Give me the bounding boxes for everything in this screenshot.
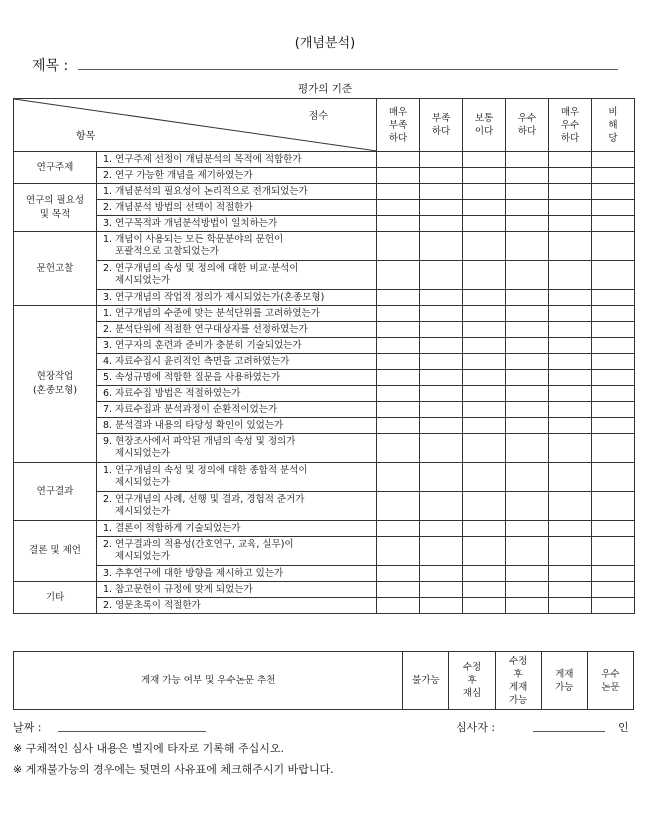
rating-cell[interactable] xyxy=(549,290,592,306)
text-line: 수정 xyxy=(508,655,528,667)
text-line: 문헌고찰 xyxy=(36,262,74,274)
score-heading: 점수 xyxy=(308,111,328,122)
rating-cell[interactable] xyxy=(463,322,506,338)
rating-header xyxy=(592,99,635,152)
criterion-cell xyxy=(97,168,377,184)
text-line: 2. 영문초록이 적절한가 xyxy=(103,599,201,611)
rating-cell[interactable] xyxy=(420,492,463,521)
category-cell xyxy=(14,582,97,614)
recommendation-option[interactable] xyxy=(495,652,541,710)
rating-cell[interactable] xyxy=(463,492,506,521)
rating-cell[interactable] xyxy=(549,354,592,370)
table-row xyxy=(14,492,635,521)
rating-cell[interactable] xyxy=(420,434,463,463)
rating-cell[interactable] xyxy=(420,521,463,537)
text-line: 2. 분석단위에 적절한 연구대상자를 선정하였는가 xyxy=(103,323,308,335)
rating-cell[interactable] xyxy=(592,354,635,370)
category-cell xyxy=(14,463,97,521)
rating-cell[interactable] xyxy=(420,386,463,402)
rating-cell[interactable] xyxy=(506,566,549,582)
rating-cell[interactable] xyxy=(549,463,592,492)
table-row xyxy=(14,418,635,434)
rating-cell[interactable] xyxy=(506,492,549,521)
rating-cell[interactable] xyxy=(377,216,420,232)
rating-header xyxy=(506,99,549,152)
criterion-cell xyxy=(97,434,377,463)
rating-cell[interactable] xyxy=(549,492,592,521)
rating-cell[interactable] xyxy=(506,200,549,216)
text-line: 우수 xyxy=(601,668,620,680)
rating-cell[interactable] xyxy=(377,463,420,492)
rating-cell[interactable] xyxy=(549,370,592,386)
criterion-cell xyxy=(97,418,377,434)
rating-cell[interactable] xyxy=(592,261,635,290)
rating-cell[interactable] xyxy=(463,370,506,386)
seal-label: 인 xyxy=(618,721,629,734)
rating-cell[interactable] xyxy=(420,582,463,598)
rating-cell[interactable] xyxy=(377,434,420,463)
criterion-cell xyxy=(97,521,377,537)
rating-cell[interactable] xyxy=(506,168,549,184)
rating-cell[interactable] xyxy=(463,521,506,537)
text-line: 5. 속성규명에 적합한 질문을 사용하였는가 xyxy=(103,371,281,383)
table-row xyxy=(14,232,635,261)
rating-cell[interactable] xyxy=(549,200,592,216)
recommendation-label: 게재 가능 여부 및 우수논문 추천 xyxy=(14,652,403,710)
rating-cell[interactable] xyxy=(377,168,420,184)
rating-cell[interactable] xyxy=(420,338,463,354)
rating-cell[interactable] xyxy=(420,354,463,370)
rating-cell[interactable] xyxy=(377,200,420,216)
criterion-cell xyxy=(97,566,377,582)
rating-cell[interactable] xyxy=(377,418,420,434)
text-line: 3. 연구자의 훈련과 준비가 충분히 기술되었는가 xyxy=(103,339,302,351)
text-line: 하다 xyxy=(517,126,537,137)
text-line: 및 목적 xyxy=(39,208,71,220)
rating-cell[interactable] xyxy=(377,566,420,582)
text-line: 현장작업 xyxy=(36,371,74,382)
text-line: 제시되었는가 xyxy=(115,506,171,517)
text-line: 3. 연구목적과 개념분석방법이 일치하는가 xyxy=(103,217,278,229)
text-line: 결론 및 제언 xyxy=(29,545,81,556)
text-line: 1. 참고문헌이 규정에 맞게 되었는가 xyxy=(103,583,253,595)
rating-cell[interactable] xyxy=(549,261,592,290)
rating-cell[interactable] xyxy=(592,521,635,537)
rating-header xyxy=(377,99,420,152)
rating-cell[interactable] xyxy=(420,152,463,168)
table-row xyxy=(14,582,635,598)
rating-cell[interactable] xyxy=(463,200,506,216)
rating-cell[interactable] xyxy=(463,582,506,598)
rating-cell[interactable] xyxy=(549,418,592,434)
diagonal-line xyxy=(14,99,376,151)
text-line: 부족 xyxy=(431,113,451,124)
rating-cell[interactable] xyxy=(420,370,463,386)
recommendation-row xyxy=(14,652,634,710)
criterion-cell xyxy=(97,184,377,200)
subject-input-line[interactable] xyxy=(78,69,618,70)
rating-cell[interactable] xyxy=(377,537,420,566)
criterion-cell xyxy=(97,152,377,168)
rating-cell[interactable] xyxy=(506,306,549,322)
rating-cell[interactable] xyxy=(377,184,420,200)
date-label: 날짜 : xyxy=(13,721,42,734)
text-line: 수정 xyxy=(462,662,482,673)
text-line: 1. 개념분석의 필요성이 논리적으로 전개되었는가 xyxy=(103,185,308,197)
rating-cell[interactable] xyxy=(463,566,506,582)
rating-cell[interactable] xyxy=(506,184,549,200)
text-line: 2. 연구개념의 사례, 선행 및 결과, 경험적 준거가 xyxy=(103,494,305,505)
rating-cell[interactable] xyxy=(506,232,549,261)
rating-cell[interactable] xyxy=(463,184,506,200)
text-line: 이다 xyxy=(474,126,494,137)
table-row xyxy=(14,598,635,614)
rating-cell[interactable] xyxy=(377,322,420,338)
rating-cell[interactable] xyxy=(592,598,635,614)
rating-cell[interactable] xyxy=(592,566,635,582)
recommendation-option[interactable] xyxy=(541,652,587,710)
text-line: 게재 xyxy=(508,681,528,693)
recommendation-table xyxy=(13,651,634,710)
rating-cell[interactable] xyxy=(506,434,549,463)
rating-cell[interactable] xyxy=(506,216,549,232)
rating-cell[interactable] xyxy=(592,537,635,566)
rating-cell[interactable] xyxy=(549,306,592,322)
header-diagonal xyxy=(14,99,376,151)
rating-cell[interactable] xyxy=(549,582,592,598)
text-line: 해 xyxy=(608,119,618,131)
rating-cell[interactable] xyxy=(420,184,463,200)
text-line: 2. 개념분석 방법의 선택이 적절한가 xyxy=(103,201,253,213)
table-row xyxy=(14,566,635,582)
text-line: 매우 xyxy=(388,106,408,118)
rating-cell[interactable] xyxy=(506,582,549,598)
text-line: 4. 자료수집시 윤리적인 측면을 고려하였는가 xyxy=(103,355,290,367)
rating-cell[interactable] xyxy=(549,434,592,463)
rating-cell[interactable] xyxy=(592,582,635,598)
criterion-cell xyxy=(97,370,377,386)
rating-cell[interactable] xyxy=(463,232,506,261)
rating-cell[interactable] xyxy=(592,216,635,232)
text-line: 기타 xyxy=(45,591,65,603)
rating-cell[interactable] xyxy=(377,290,420,306)
category-cell xyxy=(14,184,97,232)
table-row xyxy=(14,463,635,492)
rating-cell[interactable] xyxy=(549,168,592,184)
rating-header xyxy=(549,99,592,152)
rating-cell[interactable] xyxy=(549,598,592,614)
rating-cell[interactable] xyxy=(592,418,635,434)
rating-cell[interactable] xyxy=(377,152,420,168)
rating-cell[interactable] xyxy=(420,216,463,232)
criterion-cell xyxy=(97,463,377,492)
rating-cell[interactable] xyxy=(506,386,549,402)
text-line: 우수 xyxy=(560,119,580,131)
table-row xyxy=(14,370,635,386)
rating-cell[interactable] xyxy=(592,306,635,322)
table-row xyxy=(14,200,635,216)
text-line: 가능 xyxy=(555,681,574,693)
text-line: 하다 xyxy=(560,132,580,144)
rating-cell[interactable] xyxy=(506,537,549,566)
rating-cell[interactable] xyxy=(420,463,463,492)
rating-cell[interactable] xyxy=(420,418,463,434)
rating-cell[interactable] xyxy=(463,306,506,322)
rating-cell[interactable] xyxy=(506,261,549,290)
text-line: 9. 현장조사에서 파악된 개념의 속성 및 정의가 xyxy=(103,436,296,447)
text-line: 보통 xyxy=(474,113,494,124)
rating-cell[interactable] xyxy=(549,566,592,582)
rating-cell[interactable] xyxy=(506,418,549,434)
text-line: 연구주제 xyxy=(36,161,74,173)
subject-label: 제목 : xyxy=(32,58,69,74)
item-heading: 항목 xyxy=(76,131,96,142)
text-line: 1. 연구개념의 속성 및 정의에 대한 종합적 분석이 xyxy=(103,465,308,476)
rating-cell[interactable] xyxy=(420,402,463,418)
rating-cell[interactable] xyxy=(463,338,506,354)
rating-cell[interactable] xyxy=(463,434,506,463)
rating-cell[interactable] xyxy=(549,537,592,566)
text-line: 2. 연구결과의 적용성(간호연구, 교육, 실무)이 xyxy=(103,539,294,550)
criterion-cell xyxy=(97,402,377,418)
rating-cell[interactable] xyxy=(549,152,592,168)
recommendation-option[interactable] xyxy=(587,652,633,710)
rating-cell[interactable] xyxy=(420,322,463,338)
rating-cell[interactable] xyxy=(506,354,549,370)
text-line: 제시되었는가 xyxy=(115,551,171,562)
header-diagonal-cell xyxy=(14,99,377,152)
rating-cell[interactable] xyxy=(549,322,592,338)
rating-cell[interactable] xyxy=(377,598,420,614)
rating-cell[interactable] xyxy=(463,261,506,290)
rating-cell[interactable] xyxy=(506,370,549,386)
criterion-cell xyxy=(97,598,377,614)
text-line: 제시되었는가 xyxy=(115,448,171,459)
criterion-cell xyxy=(97,338,377,354)
rating-cell[interactable] xyxy=(377,338,420,354)
rating-cell[interactable] xyxy=(463,354,506,370)
text-line: 1. 개념이 사용되는 모든 학문분야의 문헌이 xyxy=(103,234,284,245)
rating-cell[interactable] xyxy=(592,168,635,184)
rating-cell[interactable] xyxy=(549,184,592,200)
rating-cell[interactable] xyxy=(506,338,549,354)
reviewer-input-line[interactable] xyxy=(533,731,605,732)
text-line: 하다 xyxy=(431,126,451,137)
text-line: (혼종모형) xyxy=(32,385,78,396)
rating-cell[interactable] xyxy=(549,402,592,418)
text-line: 연구의 필요성 xyxy=(25,194,85,206)
text-line: 비 xyxy=(608,106,618,118)
rating-cell[interactable] xyxy=(592,492,635,521)
rating-cell[interactable] xyxy=(506,402,549,418)
criterion-cell xyxy=(97,306,377,322)
criterion-cell xyxy=(97,261,377,290)
text-line: 부족 xyxy=(388,119,408,131)
criterion-cell xyxy=(97,216,377,232)
text-line: 제시되었는가 xyxy=(115,477,171,488)
criterion-cell xyxy=(97,322,377,338)
document-title: (개념분석) xyxy=(294,36,356,51)
rating-cell[interactable] xyxy=(463,537,506,566)
text-line: 게재 xyxy=(555,668,574,680)
table-row xyxy=(14,152,635,168)
rating-cell[interactable] xyxy=(377,354,420,370)
rating-cell[interactable] xyxy=(420,168,463,184)
rating-cell[interactable] xyxy=(463,216,506,232)
text-line: 논문 xyxy=(601,681,620,693)
evaluation-table xyxy=(13,98,635,614)
rating-cell[interactable] xyxy=(463,152,506,168)
rating-cell[interactable] xyxy=(592,152,635,168)
note-2: ※ 게재불가능의 경우에는 뒷면의 사유표에 체크해주시기 바랍니다. xyxy=(13,763,334,776)
rating-cell[interactable] xyxy=(506,290,549,306)
text-line: 연구결과 xyxy=(36,485,74,497)
rating-cell[interactable] xyxy=(549,232,592,261)
text-line: 7. 자료수집과 분석과정이 순환적이었는가 xyxy=(103,403,278,415)
table-row xyxy=(14,434,635,463)
rating-cell[interactable] xyxy=(377,402,420,418)
rating-cell[interactable] xyxy=(463,463,506,492)
table-row xyxy=(14,537,635,566)
rating-cell[interactable] xyxy=(377,232,420,261)
rating-cell[interactable] xyxy=(420,261,463,290)
rating-cell[interactable] xyxy=(549,338,592,354)
note-1: ※ 구체적인 심사 내용은 별지에 타자로 기록해 주십시오. xyxy=(13,742,284,755)
rating-header xyxy=(463,99,506,152)
rating-cell[interactable] xyxy=(377,521,420,537)
criterion-cell xyxy=(97,232,377,261)
rating-cell[interactable] xyxy=(592,386,635,402)
criterion-cell xyxy=(97,582,377,598)
table-row xyxy=(14,402,635,418)
date-input-line[interactable] xyxy=(58,731,206,732)
rating-cell[interactable] xyxy=(377,306,420,322)
header-row xyxy=(14,99,635,152)
rating-cell[interactable] xyxy=(377,582,420,598)
criterion-cell xyxy=(97,200,377,216)
rating-cell[interactable] xyxy=(592,338,635,354)
text-line: 1. 결론이 적합하게 기술되었는가 xyxy=(103,522,241,534)
rating-cell[interactable] xyxy=(463,168,506,184)
rating-cell[interactable] xyxy=(506,521,549,537)
category-cell xyxy=(14,232,97,306)
rating-cell[interactable] xyxy=(377,386,420,402)
text-line: 매우 xyxy=(560,106,580,118)
rating-cell[interactable] xyxy=(592,463,635,492)
table-row xyxy=(14,386,635,402)
criteria-title: 평가의 기준 xyxy=(297,83,353,95)
rating-cell[interactable] xyxy=(592,290,635,306)
text-line: 2. 연구 가능한 개념을 제기하였는가 xyxy=(103,169,253,181)
text-line: 3. 연구개념의 작업적 정의가 제시되었는가(혼종모형) xyxy=(103,291,325,303)
text-line: 하다 xyxy=(388,132,408,144)
table-row xyxy=(14,338,635,354)
table-row xyxy=(14,290,635,306)
text-line: 1. 연구개념의 수준에 맞는 분석단위를 고려하였는가 xyxy=(103,307,320,319)
table-row xyxy=(14,521,635,537)
criterion-cell xyxy=(97,492,377,521)
text-line: 제시되었는가 xyxy=(115,275,171,286)
category-cell xyxy=(14,152,97,184)
reviewer-label: 심사자 : xyxy=(456,721,496,734)
table-row xyxy=(14,184,635,200)
rating-cell[interactable] xyxy=(377,370,420,386)
rating-cell[interactable] xyxy=(463,418,506,434)
rating-cell[interactable] xyxy=(377,492,420,521)
text-line: 포괄적으로 고찰되었는가 xyxy=(115,246,219,257)
rating-cell[interactable] xyxy=(592,322,635,338)
criterion-cell xyxy=(97,290,377,306)
rating-cell[interactable] xyxy=(463,386,506,402)
table-row xyxy=(14,216,635,232)
rating-cell[interactable] xyxy=(420,537,463,566)
rating-cell[interactable] xyxy=(506,463,549,492)
rating-cell[interactable] xyxy=(463,290,506,306)
table-row xyxy=(14,322,635,338)
table-row xyxy=(14,261,635,290)
text-line: 1. 연구주제 선정이 개념분석의 목적에 적합한가 xyxy=(103,153,302,165)
rating-cell[interactable] xyxy=(549,216,592,232)
rating-cell[interactable] xyxy=(592,402,635,418)
category-cell xyxy=(14,521,97,582)
recommendation-option[interactable] xyxy=(403,652,449,710)
rating-cell[interactable] xyxy=(592,434,635,463)
rating-cell[interactable] xyxy=(377,261,420,290)
criterion-cell xyxy=(97,537,377,566)
rating-cell[interactable] xyxy=(420,566,463,582)
rating-cell[interactable] xyxy=(420,232,463,261)
text-line: 후 xyxy=(467,675,477,686)
rating-cell[interactable] xyxy=(420,200,463,216)
table-row xyxy=(14,306,635,322)
rating-cell[interactable] xyxy=(549,521,592,537)
text-line: 후 xyxy=(513,668,523,680)
rating-header xyxy=(420,99,463,152)
text-line: 3. 추후연구에 대한 방향을 제시하고 있는가 xyxy=(103,567,284,579)
text-line: 2. 연구개념의 속성 및 정의에 대한 비교·분석이 xyxy=(103,263,299,274)
text-line: 6. 자료수집 방법은 적절하였는가 xyxy=(103,387,241,399)
category-cell xyxy=(14,306,97,463)
text-line: 재심 xyxy=(462,688,482,699)
rating-cell[interactable] xyxy=(592,200,635,216)
rating-cell[interactable] xyxy=(592,232,635,261)
table-row xyxy=(14,354,635,370)
rating-cell[interactable] xyxy=(463,598,506,614)
rating-cell[interactable] xyxy=(420,598,463,614)
text-line: 불가능 xyxy=(412,675,440,686)
rating-cell[interactable] xyxy=(463,402,506,418)
rating-cell[interactable] xyxy=(420,306,463,322)
rating-cell[interactable] xyxy=(420,290,463,306)
criterion-cell xyxy=(97,354,377,370)
text-line: 당 xyxy=(608,132,618,144)
recommendation-option[interactable] xyxy=(449,652,495,710)
text-line: 8. 분석결과 내용의 타당성 확인이 있었는가 xyxy=(103,419,284,431)
rating-cell[interactable] xyxy=(506,598,549,614)
rating-cell[interactable] xyxy=(549,386,592,402)
criterion-cell xyxy=(97,386,377,402)
rating-cell[interactable] xyxy=(592,370,635,386)
text-line: 가능 xyxy=(508,694,528,706)
text-line: 우수 xyxy=(517,113,537,124)
rating-cell[interactable] xyxy=(592,184,635,200)
rating-cell[interactable] xyxy=(506,322,549,338)
rating-cell[interactable] xyxy=(506,152,549,168)
table-row xyxy=(14,168,635,184)
